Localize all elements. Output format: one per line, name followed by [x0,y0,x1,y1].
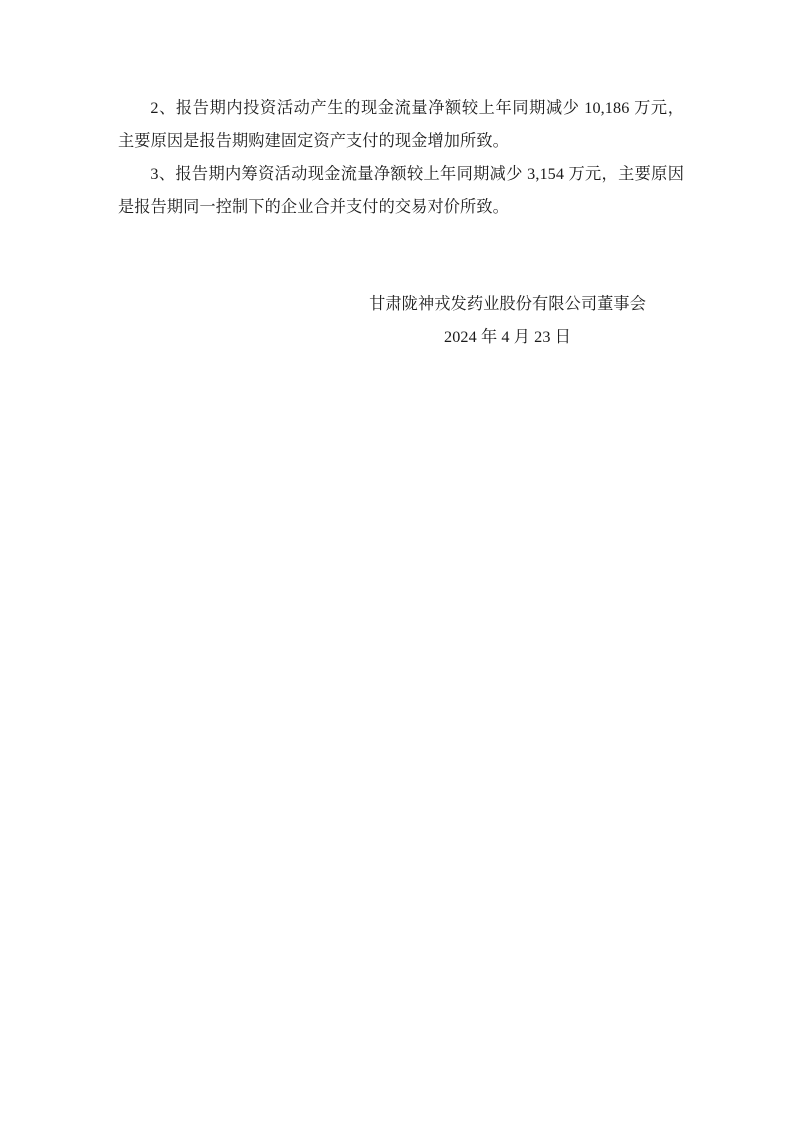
signature-company: 甘肃陇神戎发药业股份有限公司董事会 [369,295,646,313]
paragraph-item-2: 2、报告期内投资活动产生的现金流量净额较上年同期减少 10,186 万元，主要原因是报告期购建固定资产支付的现金增加所致。 [118,99,684,150]
signature-block [118,288,684,354]
paragraph-item-3: 3、报告期内筹资活动现金流量净额较上年同期减少 3,154 万元，主要原因是报告期同一控制下的企业合并支付的交易对价所致。 [118,165,684,216]
document-body [118,92,684,354]
signature-date: 2024 年 4 月 23 日 [444,328,571,346]
